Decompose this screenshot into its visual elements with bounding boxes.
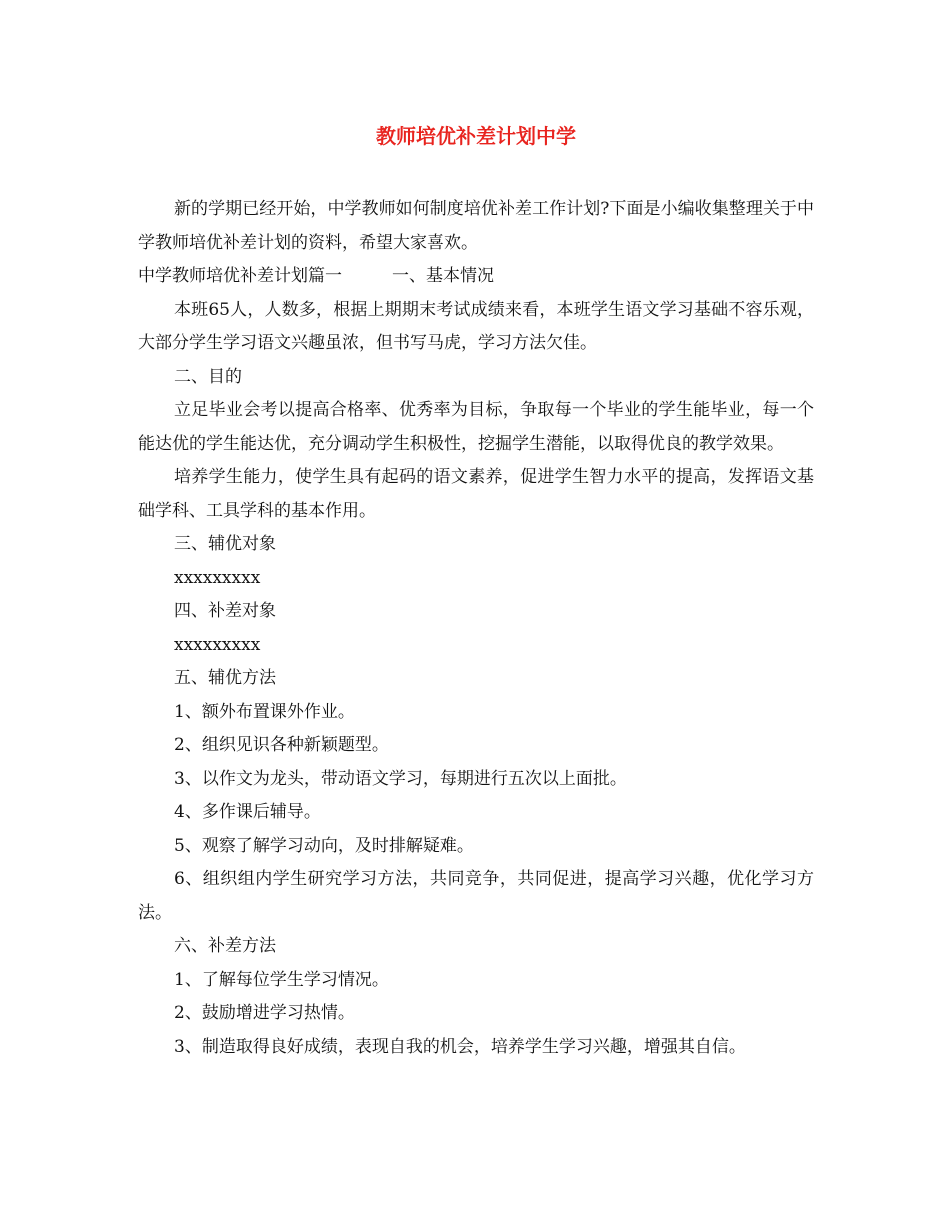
- remedial-heading: 四、补差对象: [174, 601, 276, 621]
- purpose-paragraph-2: 培养学生能力，使学生具有起码的语文素养，促进学生智力水平的提高，发挥语文基础学科、工具学科的基本作用。: [138, 467, 814, 521]
- gifted-targets: xxxxxxxxx: [174, 567, 261, 588]
- remedial-methods-heading: 六、补差方法: [174, 936, 276, 956]
- section-heading-left: 中学教师培优补差计划篇一: [138, 266, 342, 286]
- list-item: 4、多作课后辅导。: [174, 802, 321, 822]
- list-item: 2、鼓励增进学习热情。: [174, 1003, 355, 1023]
- section-heading: [138, 260, 814, 294]
- purpose-paragraph-1: 立足毕业会考以提高合格率、优秀率为目标，争取每一个毕业的学生能毕业，每一个能达优的学生能达优，充分调动学生积极性，挖掘学生潜能，以取得优良的教学效果。: [138, 400, 814, 454]
- document-title: 教师培优补差计划中学: [376, 124, 576, 148]
- list-item: 6、组织组内学生研究学习方法，共同竞争，共同促进，提高学习兴趣，优化学习方法。: [138, 869, 814, 923]
- list-item: 3、以作文为龙头，带动语文学习，每期进行五次以上面批。: [174, 768, 627, 789]
- list-item: 3、制造取得良好成绩，表现自我的机会，培养学生学习兴趣，增强其自信。: [174, 1036, 746, 1057]
- purpose-heading: 二、目的: [174, 366, 242, 387]
- document-body: [138, 193, 814, 1064]
- list-item: 1、了解每位学生学习情况。: [174, 969, 389, 990]
- intro-paragraph: 新的学期已经开始，中学教师如何制度培优补差工作计划?下面是小编收集整理关于中学教师培优补差计划的资料，希望大家喜欢。: [138, 199, 814, 253]
- section-heading-right: 一、基本情况: [392, 266, 494, 286]
- basic-info-paragraph: 本班65人，人数多，根据上期期末考试成绩来看，本班学生语文学习基础不容乐观，大部分学生学习语文兴趣虽浓，但书写马虎，学习方法欠佳。: [138, 299, 814, 353]
- list-item: 2、组织见识各种新颖题型。: [174, 735, 389, 755]
- remedial-targets: xxxxxxxxx: [174, 634, 261, 655]
- gifted-methods-heading: 五、辅优方法: [174, 668, 276, 688]
- list-item: 1、额外布置课外作业。: [174, 701, 355, 722]
- gifted-heading: 三、辅优对象: [174, 534, 276, 554]
- list-item: 5、观察了解学习动向，及时排解疑难。: [174, 835, 474, 856]
